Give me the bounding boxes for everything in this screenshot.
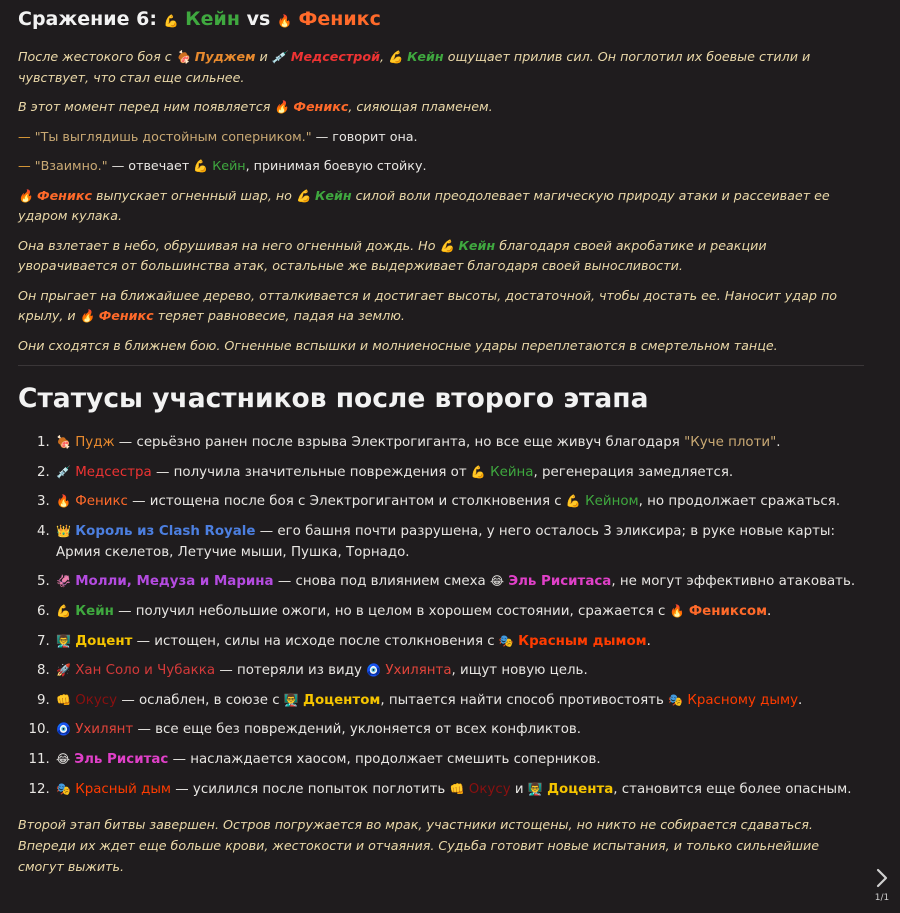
flexed-biceps-icon: 💪 [163, 14, 179, 28]
fire-icon: 🔥 [18, 188, 33, 203]
story-paragraph: Они сходятся в ближнем бою. Огненные вспышки и молниеносные удары переплетаются в смертельном танце. [18, 337, 778, 353]
list-item: 6. 💪 Кейн — получил небольшие ожоги, но в целом в хорошем состоянии, сражается с 🔥 Фениксом. [54, 601, 864, 622]
story-paragraph: 🔥 Феникс выпускает огненный шар, но 💪 Кейн силой воли преодолевает магическую природу атаки и рассеивает ее ударом кулака. [18, 187, 830, 223]
list-item: 7. 👨‍🏫 Доцент — истощен, силы на исходе после столкновения с 🎭 Красным дымом. [54, 631, 864, 652]
crown-icon: 👑 [56, 523, 71, 538]
status-heading: Статусы участников после второго этапа [18, 383, 649, 414]
list-item: 2. 💉 Медсестра — получила значительные повреждения от 💪 Кейна, регенерация замедляется. [54, 462, 864, 483]
nazar-amulet-icon: 🧿 [366, 663, 382, 678]
battle-fighter-b: Феникс [298, 8, 381, 30]
fist-icon: 👊 [449, 781, 465, 796]
pager [872, 868, 892, 903]
laughing-face-icon: 😂 [489, 574, 505, 589]
battle-fighter-a: Кейн [185, 8, 240, 30]
character-nurse: Медсестрой [290, 49, 380, 64]
theater-masks-icon: 🎭 [56, 781, 71, 796]
fire-icon: 🔥 [669, 603, 685, 618]
syringe-icon: 💉 [56, 464, 71, 479]
meat-icon: 🍖 [56, 435, 71, 449]
flexed-biceps-icon: 💪 [470, 464, 486, 479]
character-pudge: Пуджем [194, 49, 256, 64]
flexed-biceps-icon: 💪 [439, 238, 455, 253]
message-content [18, 0, 864, 877]
list-item: 10. 🧿 Ухилянт — все еще без повреждений, уклоняется от всех конфликтов. [54, 719, 864, 740]
list-item: 11. 😂 Эль Риситас — наслаждается хаосом, продолжает смешить соперников. [54, 749, 864, 770]
story-paragraph: Он прыгает на ближайшее дерево, отталкивается и достигает высоты, достаточной, чтобы достать ее. Наносит удар по крылу, и 🔥 Феникс теряет равновесие, падая на землю. [18, 287, 838, 323]
character-kane: Кейн [212, 158, 246, 173]
list-item: 3. 🔥 Феникс — истощена после боя с Электрогигантом и столкновения с 💪 Кейном, но продолжает сражаться. [54, 491, 864, 512]
laughing-face-icon: 😂 [56, 751, 71, 766]
list-item: 9. 👊 Окусу — ослаблен, в союзе с 👨‍🏫 Доцентом, пытается найти способ противостоять 🎭 Красному дыму. [54, 690, 864, 711]
theater-masks-icon: 🎭 [498, 633, 514, 648]
rocket-icon: 🚀 [56, 663, 71, 678]
theater-masks-icon: 🎭 [668, 692, 684, 707]
page-indicator: 1/1 [874, 893, 890, 903]
fist-icon: 👊 [56, 692, 71, 707]
fire-icon: 🔥 [56, 494, 71, 509]
flexed-biceps-icon: 💪 [56, 603, 71, 618]
flexed-biceps-icon: 💪 [193, 159, 209, 173]
list-item: 4. 👑 Король из Clash Royale — его башня почти разрушена, у него осталось 3 эликсира; в руке новые карты: Армия скелетов, Летучие мыши, Пушка, Торнадо. [54, 521, 864, 563]
squid-icon: 🦑 [56, 574, 71, 589]
character-kane: Кейн [314, 187, 352, 203]
divider [18, 365, 864, 366]
teacher-icon: 👨‍🏫 [283, 692, 299, 707]
story-paragraph: После жестокого боя с 🍖 Пуджем и 💉 Медсестрой, 💪 Кейн ощущает прилив сил. Он поглотил их боевые стили и чувствует, что стал еще сильнее. [18, 49, 811, 85]
teacher-icon: 👨‍🏫 [527, 781, 543, 796]
teacher-icon: 👨‍🏫 [56, 633, 71, 648]
character-kane: Кейн [407, 49, 444, 64]
flexed-biceps-icon: 💪 [388, 50, 404, 64]
story-paragraph: В этот момент перед ним появляется 🔥 Феникс, сияющая пламенем. [18, 99, 493, 114]
battle-story [18, 47, 864, 356]
character-kane: Кейн [458, 237, 496, 253]
dialogue-line: — "Ты выглядишь достойным соперником." — говорит она. [18, 128, 418, 144]
chevron-right-icon[interactable] [872, 868, 892, 891]
list-item: 12. 🎭 Красный дым — усилился после попыток поглотить 👊 Окусу и 👨‍🏫 Доцента, становится еще более опасным. [54, 779, 864, 800]
list-item: 5. 🦑 Молли, Медуза и Марина — снова под влиянием смеха 😂 Эль Риситаса, не могут эффективно атаковать. [54, 571, 864, 592]
meat-icon: 🍖 [175, 50, 191, 64]
list-item: 8. 🚀 Хан Соло и Чубакка — потеряли из виду 🧿 Ухилянта, ищут новую цель. [54, 660, 864, 681]
nazar-amulet-icon: 🧿 [56, 722, 71, 737]
battle-title: Сражение 6: 💪 Кейн vs 🔥 Феникс [18, 8, 381, 30]
flexed-biceps-icon: 💪 [295, 188, 311, 203]
fire-icon: 🔥 [276, 14, 292, 28]
fire-icon: 🔥 [79, 309, 95, 323]
character-phoenix: Феникс [98, 308, 154, 323]
syringe-icon: 💉 [271, 50, 287, 64]
character-phoenix: Феникс [293, 99, 349, 114]
status-list [18, 432, 864, 800]
list-item: 1. 🍖 Пудж — серьёзно ранен после взрыва Электрогиганта, но все еще живуч благодаря "Куче плоти". [54, 432, 864, 453]
character-phoenix: Феникс [37, 187, 92, 203]
story-paragraph: Она взлетает в небо, обрушивая на него огненный дождь. Но 💪 Кейн благодаря своей акробатике и реакции уворачивается от большинства атак, остальные же выдерживает благодаря своей выносливости. [18, 237, 767, 273]
flexed-biceps-icon: 💪 [565, 494, 581, 509]
fire-icon: 🔥 [274, 100, 290, 114]
closing-paragraph: Второй этап битвы завершен. Остров погружается во мрак, участники истощены, но никто не собирается сдаваться. Впереди их ждет еще больше крови, жестокости и отчаяния. Судьба готовит новые испытания, и только сильнейшие смогут выжить. [18, 816, 820, 874]
dialogue-line: — "Взаимно." — отвечает 💪 Кейн, принимая боевую стойку. [18, 158, 427, 173]
